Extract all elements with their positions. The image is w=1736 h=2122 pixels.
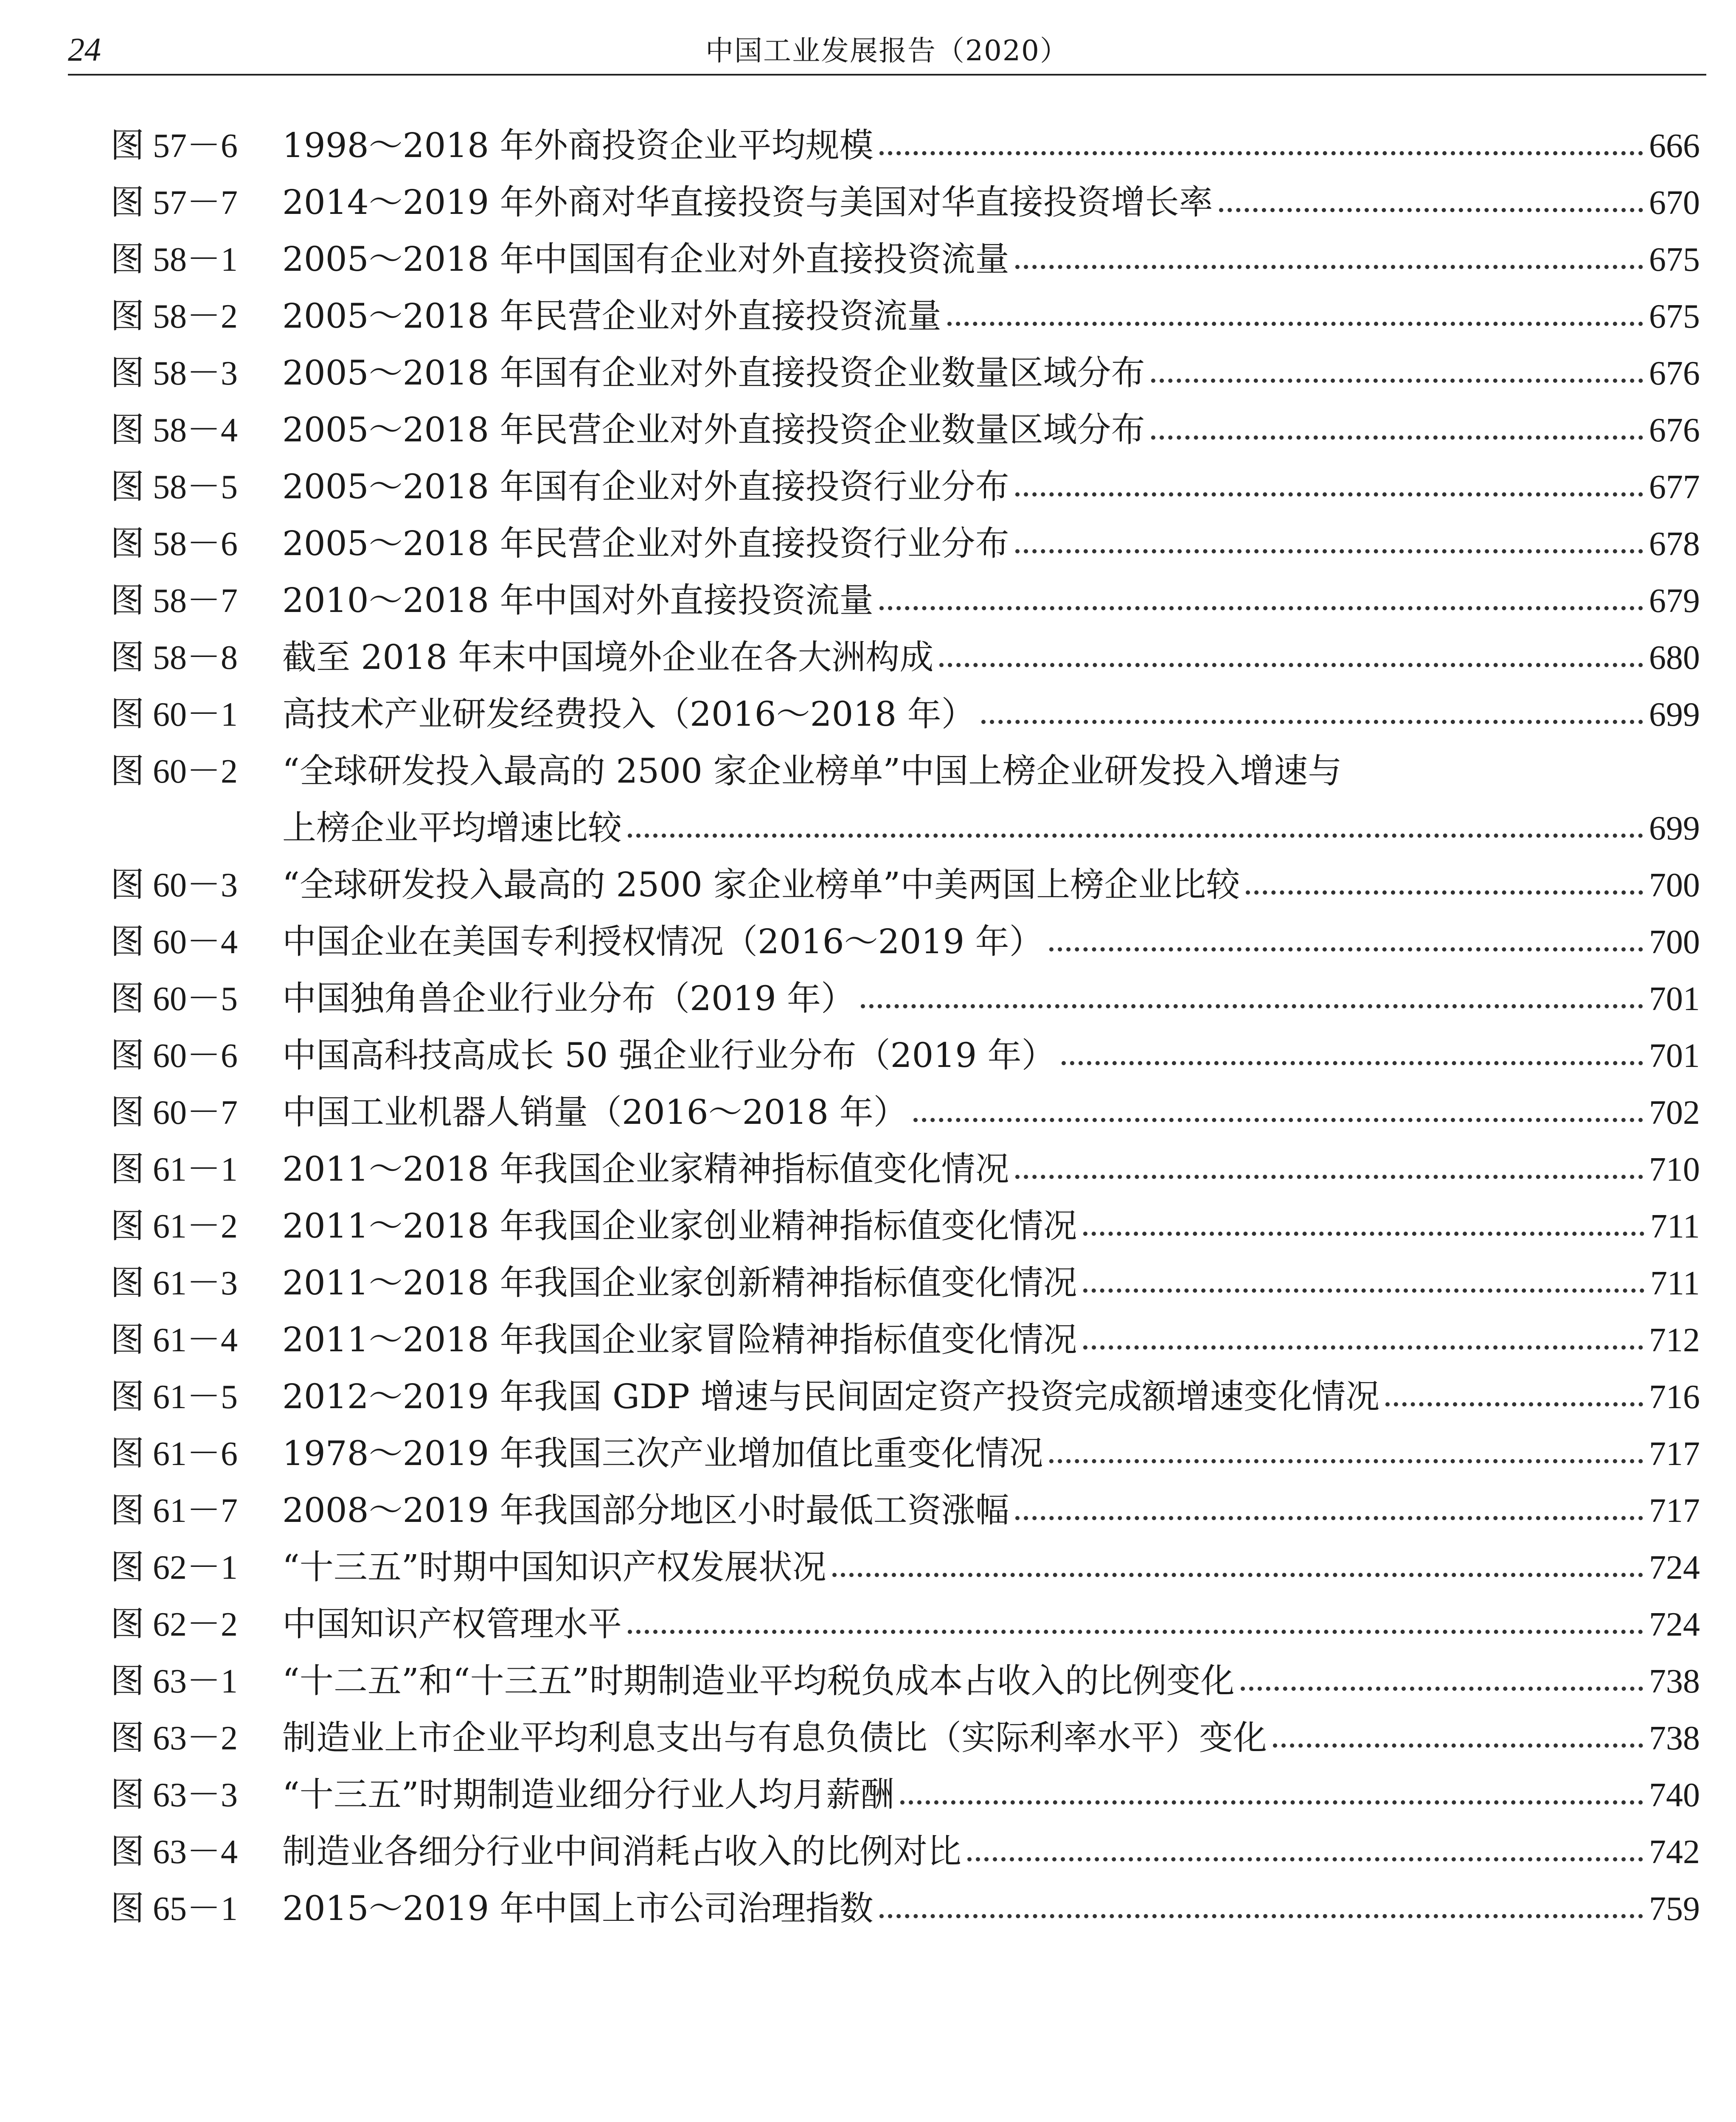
dot-leader <box>861 1004 1643 1008</box>
page-ref: 700 <box>1649 867 1700 904</box>
dot-leader <box>1219 208 1643 212</box>
page-ref: 670 <box>1649 184 1700 222</box>
figure-title: 高技术产业研发经费投入（2016～2018 年） <box>282 694 975 734</box>
figure-title: 1978～2019 年我国三次产业增加值比重变化情况 <box>282 1434 1043 1473</box>
page-ref: 701 <box>1649 980 1700 1018</box>
page-ref: 675 <box>1649 298 1700 335</box>
figure-label: 图 60－6 <box>110 1037 238 1075</box>
figure-label: 图 62－1 <box>110 1549 238 1586</box>
page-ref: 678 <box>1649 525 1700 563</box>
page-ref: 666 <box>1649 127 1700 165</box>
page-ref: 738 <box>1649 1720 1700 1757</box>
dot-leader <box>913 1118 1643 1122</box>
toc-entry <box>110 1539 1700 1596</box>
dot-leader <box>1083 1288 1644 1293</box>
dot-leader <box>1151 435 1643 440</box>
dot-leader <box>1083 1345 1643 1350</box>
figure-title: “十三五”时期制造业细分行业人均月薪酬 <box>282 1775 894 1814</box>
figure-label: 图 58－4 <box>110 412 238 449</box>
figure-title: “全球研发投入最高的 2500 家企业榜单”中国上榜企业研发投入增速与 <box>282 751 1342 791</box>
toc-entry <box>110 1311 1700 1368</box>
dot-leader <box>1151 379 1643 383</box>
figure-label: 图 60－2 <box>110 753 238 790</box>
figure-title: 2014～2019 年外商对华直接投资与美国对华直接投资增长率 <box>282 182 1213 222</box>
dot-leader <box>1015 1175 1643 1179</box>
dot-leader <box>1385 1402 1643 1406</box>
page-ref: 699 <box>1649 810 1700 847</box>
page-ref: 717 <box>1649 1492 1700 1530</box>
figure-title: 截至 2018 年末中国境外企业在各大洲构成 <box>282 637 934 677</box>
page-ref: 711 <box>1650 1208 1700 1245</box>
figure-title: 2010～2018 年中国对外直接投资流量 <box>282 581 874 620</box>
page-ref: 701 <box>1649 1037 1700 1075</box>
figure-title: 2005～2018 年民营企业对外直接投资行业分布 <box>282 524 1009 563</box>
figure-label: 图 60－3 <box>110 867 238 904</box>
toc-entry <box>110 743 1700 800</box>
toc-entry <box>110 629 1700 686</box>
dot-leader <box>628 834 1643 838</box>
figure-title: “全球研发投入最高的 2500 家企业榜单”中美两国上榜企业比较 <box>282 865 1240 904</box>
toc-entry <box>110 1766 1700 1823</box>
figure-title: 2005～2018 年民营企业对外直接投资企业数量区域分布 <box>282 410 1145 449</box>
toc-entry <box>110 913 1700 970</box>
page-ref: 680 <box>1649 639 1700 676</box>
figure-label: 图 65－1 <box>110 1890 238 1928</box>
toc-entry <box>110 856 1700 913</box>
page-ref: 702 <box>1649 1094 1700 1131</box>
figure-label: 图 58－2 <box>110 298 238 335</box>
figure-label: 图 58－8 <box>110 639 238 676</box>
page-ref: 716 <box>1649 1378 1700 1416</box>
dot-leader <box>947 322 1643 326</box>
page-ref: 710 <box>1649 1151 1700 1188</box>
figure-label: 图 63－1 <box>110 1663 238 1700</box>
dot-leader <box>1083 1232 1644 1236</box>
figure-title: 上榜企业平均增速比较 <box>282 808 622 848</box>
toc-entry <box>110 572 1700 629</box>
dot-leader <box>832 1573 1643 1577</box>
dot-leader <box>939 663 1643 667</box>
page-ref: 676 <box>1649 355 1700 392</box>
dot-leader <box>1049 947 1643 952</box>
figure-title: 制造业上市企业平均利息支出与有息负债比（实际利率水平）变化 <box>282 1718 1267 1757</box>
figure-label: 图 63－3 <box>110 1777 238 1814</box>
toc-entry <box>110 1368 1700 1425</box>
figure-list <box>110 117 1700 1937</box>
page-ref: 759 <box>1649 1890 1700 1928</box>
figure-label: 图 58－1 <box>110 241 238 278</box>
toc-entry <box>110 231 1700 288</box>
figure-title: 1998～2018 年外商投资企业平均规模 <box>282 126 874 165</box>
dot-leader <box>1241 1687 1643 1691</box>
dot-leader <box>1015 1516 1643 1520</box>
toc-entry <box>110 1198 1700 1255</box>
dot-leader <box>1015 549 1643 553</box>
toc-entry <box>110 1596 1700 1653</box>
toc-entry <box>110 1709 1700 1766</box>
toc-entry <box>110 970 1700 1027</box>
page-ref: 676 <box>1649 412 1700 449</box>
figure-label: 图 58－6 <box>110 525 238 563</box>
dot-leader <box>1015 265 1643 269</box>
figure-label: 图 61－3 <box>110 1265 238 1302</box>
page-header <box>68 27 1706 76</box>
page-ref: 742 <box>1649 1833 1700 1871</box>
figure-title: 2005～2018 年中国国有企业对外直接投资流量 <box>282 239 1009 279</box>
page-ref: 724 <box>1649 1606 1700 1643</box>
toc-entry <box>110 1482 1700 1539</box>
dot-leader <box>981 720 1643 724</box>
toc-entry <box>110 1880 1700 1937</box>
page-ref: 717 <box>1649 1435 1700 1473</box>
dot-leader <box>1062 1061 1643 1065</box>
figure-label: 图 57－7 <box>110 184 238 222</box>
toc-entry <box>110 458 1700 515</box>
dot-leader <box>1015 492 1643 497</box>
figure-title: 2011～2018 年我国企业家冒险精神指标值变化情况 <box>282 1320 1077 1359</box>
toc-entry <box>110 1653 1700 1709</box>
figure-label: 图 60－4 <box>110 923 238 961</box>
page-ref: 700 <box>1649 923 1700 961</box>
toc-entry <box>110 1425 1700 1482</box>
page-ref: 712 <box>1649 1322 1700 1359</box>
page-ref: 675 <box>1649 241 1700 278</box>
figure-label: 图 61－5 <box>110 1378 238 1416</box>
figure-title: 2005～2018 年民营企业对外直接投资流量 <box>282 296 941 336</box>
dot-leader <box>879 151 1643 155</box>
figure-title: 中国企业在美国专利授权情况（2016～2019 年） <box>282 922 1043 961</box>
dot-leader <box>1273 1743 1643 1748</box>
page-ref: 679 <box>1649 582 1700 620</box>
figure-title: 制造业各细分行业中间消耗占收入的比例对比 <box>282 1832 961 1871</box>
figure-title: 2011～2018 年我国企业家创新精神指标值变化情况 <box>282 1263 1077 1302</box>
running-title: 中国工业发展报告（2020） <box>705 34 1069 67</box>
toc-entry <box>110 1027 1700 1084</box>
toc-entry <box>110 1084 1700 1141</box>
toc-entry <box>110 1141 1700 1198</box>
figure-label: 图 61－7 <box>110 1492 238 1530</box>
figure-title: 2015～2019 年中国上市公司治理指数 <box>282 1889 874 1928</box>
toc-entry <box>110 401 1700 458</box>
figure-label: 图 58－5 <box>110 469 238 506</box>
dot-leader <box>879 1914 1643 1918</box>
figure-title: 中国工业机器人销量（2016～2018 年） <box>282 1092 907 1132</box>
figure-label: 图 60－7 <box>110 1094 238 1131</box>
figure-label: 图 57－6 <box>110 127 238 165</box>
figure-title: 2005～2018 年国有企业对外直接投资企业数量区域分布 <box>282 353 1145 393</box>
page-ref: 740 <box>1649 1777 1700 1814</box>
figure-title: “十三五”时期中国知识产权发展状况 <box>282 1547 826 1587</box>
figure-title: 2005～2018 年国有企业对外直接投资行业分布 <box>282 467 1009 506</box>
toc-entry <box>110 345 1700 401</box>
page-ref: 724 <box>1649 1549 1700 1586</box>
toc-entry <box>110 1823 1700 1880</box>
dot-leader <box>628 1630 1643 1634</box>
page-ref: 738 <box>1649 1663 1700 1700</box>
figure-label: 图 58－7 <box>110 582 238 620</box>
dot-leader <box>1246 890 1643 895</box>
dot-leader <box>967 1857 1643 1861</box>
figure-label: 图 60－1 <box>110 696 238 733</box>
figure-label: 图 63－2 <box>110 1720 238 1757</box>
figure-label: 图 58－3 <box>110 355 238 392</box>
figure-label: 图 61－6 <box>110 1435 238 1473</box>
figure-title: 2012～2019 年我国 GDP 增速与民间固定资产投资完成额增速变化情况 <box>282 1377 1380 1416</box>
figure-label: 图 61－2 <box>110 1208 238 1245</box>
toc-entry <box>110 515 1700 572</box>
figure-title: 中国知识产权管理水平 <box>282 1604 622 1644</box>
figure-title: 2011～2018 年我国企业家创业精神指标值变化情况 <box>282 1206 1077 1246</box>
toc-entry <box>110 117 1700 174</box>
figure-label: 图 63－4 <box>110 1833 238 1871</box>
toc-entry <box>110 686 1700 743</box>
dot-leader <box>879 606 1643 610</box>
figure-title: 2011～2018 年我国企业家精神指标值变化情况 <box>282 1149 1009 1189</box>
toc-entry <box>110 800 1700 856</box>
figure-label: 图 60－5 <box>110 980 238 1018</box>
page-ref: 677 <box>1649 469 1700 506</box>
figure-label: 图 61－4 <box>110 1322 238 1359</box>
figure-title: 中国独角兽企业行业分布（2019 年） <box>282 979 855 1018</box>
page-ref: 699 <box>1649 696 1700 733</box>
toc-entry <box>110 174 1700 231</box>
dot-leader <box>1049 1459 1643 1463</box>
figure-label: 图 61－1 <box>110 1151 238 1188</box>
toc-entry <box>110 1255 1700 1311</box>
figure-title: 中国高科技高成长 50 强企业行业分布（2019 年） <box>282 1036 1056 1075</box>
page-number: 24 <box>68 31 101 68</box>
figure-label: 图 62－2 <box>110 1606 238 1643</box>
figure-title: “十二五”和“十三五”时期制造业平均税负成本占收入的比例变化 <box>282 1661 1235 1701</box>
dot-leader <box>900 1800 1643 1805</box>
toc-entry <box>110 288 1700 345</box>
figure-title: 2008～2019 年我国部分地区小时最低工资涨幅 <box>282 1490 1009 1530</box>
page-ref: 711 <box>1650 1265 1700 1302</box>
